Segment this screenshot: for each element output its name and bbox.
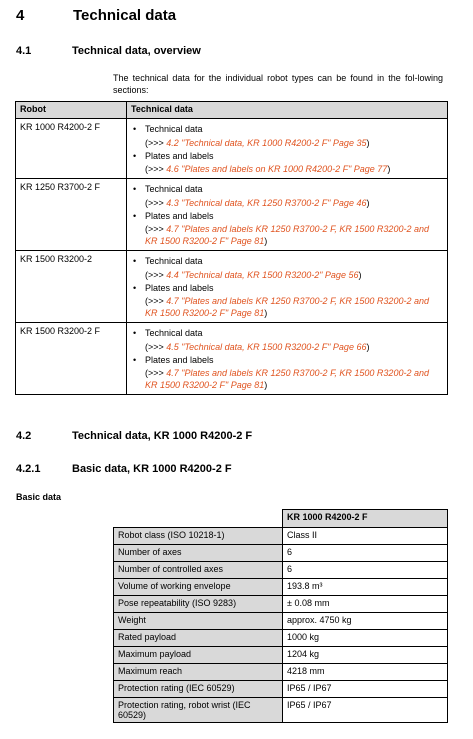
- value-cell: approx. 4750 kg: [283, 613, 448, 630]
- ref-prefix: (>>>: [145, 224, 167, 234]
- robot-cell: KR 1500 R3200-2 F: [16, 323, 127, 395]
- overview-row: [16, 119, 448, 179]
- bullet-label: Technical data: [145, 184, 203, 194]
- ref-suffix: ): [366, 137, 370, 148]
- bullet-icon: •: [133, 282, 137, 293]
- bullet-label: Plates and labels: [145, 354, 214, 365]
- robot-cell: KR 1500 R3200-2: [16, 251, 127, 323]
- bullet-label: Plates and labels: [145, 282, 214, 293]
- ref-suffix: ): [366, 341, 370, 352]
- property-cell: Number of controlled axes: [114, 562, 283, 579]
- cross-reference: [133, 197, 443, 209]
- col-header-robot: Robot: [16, 102, 127, 119]
- robot-cell: KR 1000 R4200-2 F: [16, 119, 127, 179]
- bullet-item: [133, 281, 443, 296]
- ref-prefix: (>>>: [145, 296, 167, 306]
- ref-prefix: (>>>: [145, 341, 167, 352]
- basic-data-row: [114, 630, 448, 647]
- empty-header-cell: [114, 510, 283, 528]
- ref-suffix: ): [264, 236, 268, 246]
- basic-data-row: [114, 579, 448, 596]
- ref-link[interactable]: 4.5 "Technical data, KR 1500 R3200-2 F" Page 66: [166, 341, 367, 352]
- section-title: Basic data, KR 1000 R4200-2 F: [72, 463, 232, 475]
- basic-data-row: [114, 681, 448, 698]
- value-cell: Class II: [283, 528, 448, 545]
- ref-suffix: ): [358, 269, 362, 280]
- section-number: 4.2: [16, 430, 32, 442]
- cross-reference: [133, 223, 443, 247]
- property-cell: Protection rating (IEC 60529): [114, 681, 283, 698]
- section-title: Technical data, KR 1000 R4200-2 F: [72, 430, 253, 442]
- ref-link[interactable]: 4.7 "Plates and labels KR 1250 R3700-2 F, KR 1500 R3200-2 and KR 1500 R3200-2 F" Page 81: [145, 224, 429, 246]
- property-cell: Robot class (ISO 10218-1): [114, 528, 283, 545]
- bullet-icon: •: [133, 354, 137, 365]
- property-cell: Weight: [114, 613, 283, 630]
- section-title: Technical data, overview: [72, 45, 201, 57]
- bullet-label: Technical data: [145, 328, 203, 338]
- basic-data-label: Basic data: [16, 492, 62, 502]
- bullet-icon: •: [133, 124, 137, 134]
- cross-reference: [133, 341, 443, 353]
- ref-prefix: (>>>: [145, 269, 167, 280]
- basic-data-row: [114, 596, 448, 613]
- property-cell: Rated payload: [114, 630, 283, 647]
- basic-data-table: [113, 509, 448, 723]
- bullet-label: Technical data: [145, 124, 203, 134]
- model-header: KR 1000 R4200-2 F: [283, 510, 448, 528]
- property-cell: Maximum reach: [114, 664, 283, 681]
- cross-reference: [133, 269, 443, 281]
- bullet-label: Plates and labels: [145, 210, 214, 221]
- ref-suffix: ): [264, 308, 268, 318]
- value-cell: 6: [283, 545, 448, 562]
- section-number: 4.2.1: [16, 463, 41, 475]
- col-header-technical-data: Technical data: [127, 102, 448, 119]
- ref-prefix: (>>>: [145, 197, 167, 208]
- value-cell: IP65 / IP67: [283, 698, 448, 723]
- chapter-title: Technical data: [73, 7, 177, 24]
- technical-data-cell: [127, 119, 448, 179]
- value-cell: ± 0.08 mm: [283, 596, 448, 613]
- property-cell: Number of axes: [114, 545, 283, 562]
- technical-data-cell: [127, 251, 448, 323]
- property-cell: Protection rating, robot wrist (IEC 60529): [114, 698, 283, 723]
- cross-reference: [133, 367, 443, 391]
- cross-reference: [133, 163, 443, 175]
- basic-data-row: [114, 562, 448, 579]
- technical-data-cell: [127, 179, 448, 251]
- bullet-item: [133, 149, 443, 164]
- ref-prefix: (>>>: [145, 368, 167, 378]
- basic-data-row: [114, 613, 448, 630]
- bullet-icon: •: [133, 184, 137, 194]
- property-cell: Maximum payload: [114, 647, 283, 664]
- technical-data-cell: [127, 323, 448, 395]
- ref-link[interactable]: 4.2 "Technical data, KR 1000 R4200-2 F" Page 35: [166, 137, 367, 148]
- property-cell: Volume of working envelope: [114, 579, 283, 596]
- basic-data-row: [114, 698, 448, 723]
- bullet-icon: •: [133, 256, 137, 266]
- bullet-icon: •: [133, 150, 137, 161]
- bullet-label: Technical data: [145, 256, 203, 266]
- ref-link[interactable]: 4.3 "Technical data, KR 1250 R3700-2 F" Page 46: [166, 197, 367, 208]
- section-number: 4.1: [16, 45, 32, 57]
- value-cell: 4218 mm: [283, 664, 448, 681]
- property-cell: Pose repeatability (ISO 9283): [114, 596, 283, 613]
- basic-data-row: [114, 528, 448, 545]
- intro-paragraph: The technical data for the individual robot types can be found in the fol-lowing sections:: [113, 73, 443, 95]
- bullet-item: [133, 326, 443, 341]
- bullet-item: [133, 254, 443, 269]
- ref-prefix: (>>>: [145, 164, 167, 174]
- chapter-number: 4: [16, 7, 25, 24]
- basic-data-row: [114, 647, 448, 664]
- value-cell: 1000 kg: [283, 630, 448, 647]
- value-cell: 1204 kg: [283, 647, 448, 664]
- basic-data-row: [114, 664, 448, 681]
- value-cell: 6: [283, 562, 448, 579]
- ref-link[interactable]: 4.7 "Plates and labels KR 1250 R3700-2 F, KR 1500 R3200-2 and KR 1500 R3200-2 F" Page 81: [145, 368, 429, 390]
- overview-row: [16, 251, 448, 323]
- bullet-icon: •: [133, 210, 137, 221]
- robot-cell: KR 1250 R3700-2 F: [16, 179, 127, 251]
- bullet-item: [133, 122, 443, 137]
- ref-suffix: ): [387, 164, 391, 174]
- ref-link[interactable]: 4.7 "Plates and labels KR 1250 R3700-2 F, KR 1500 R3200-2 and KR 1500 R3200-2 F" Page 81: [145, 296, 429, 318]
- bullet-icon: •: [133, 328, 137, 338]
- bullet-item: [133, 182, 443, 197]
- overview-row: [16, 323, 448, 395]
- bullet-item: [133, 353, 443, 368]
- ref-suffix: ): [366, 197, 370, 208]
- ref-link[interactable]: 4.6 "Plates and labels on KR 1000 R4200-2 F" Page 77: [166, 164, 388, 174]
- basic-data-row: [114, 545, 448, 562]
- value-cell: IP65 / IP67: [283, 681, 448, 698]
- ref-link[interactable]: 4.4 "Technical data, KR 1500 R3200-2" Page 56: [166, 269, 359, 280]
- overview-table: [15, 101, 448, 395]
- bullet-label: Plates and labels: [145, 150, 214, 161]
- value-cell: 193.8 m³: [283, 579, 448, 596]
- cross-reference: [133, 295, 443, 319]
- bullet-item: [133, 209, 443, 224]
- ref-prefix: (>>>: [145, 137, 167, 148]
- ref-suffix: ): [264, 380, 268, 390]
- cross-reference: [133, 137, 443, 149]
- overview-row: [16, 179, 448, 251]
